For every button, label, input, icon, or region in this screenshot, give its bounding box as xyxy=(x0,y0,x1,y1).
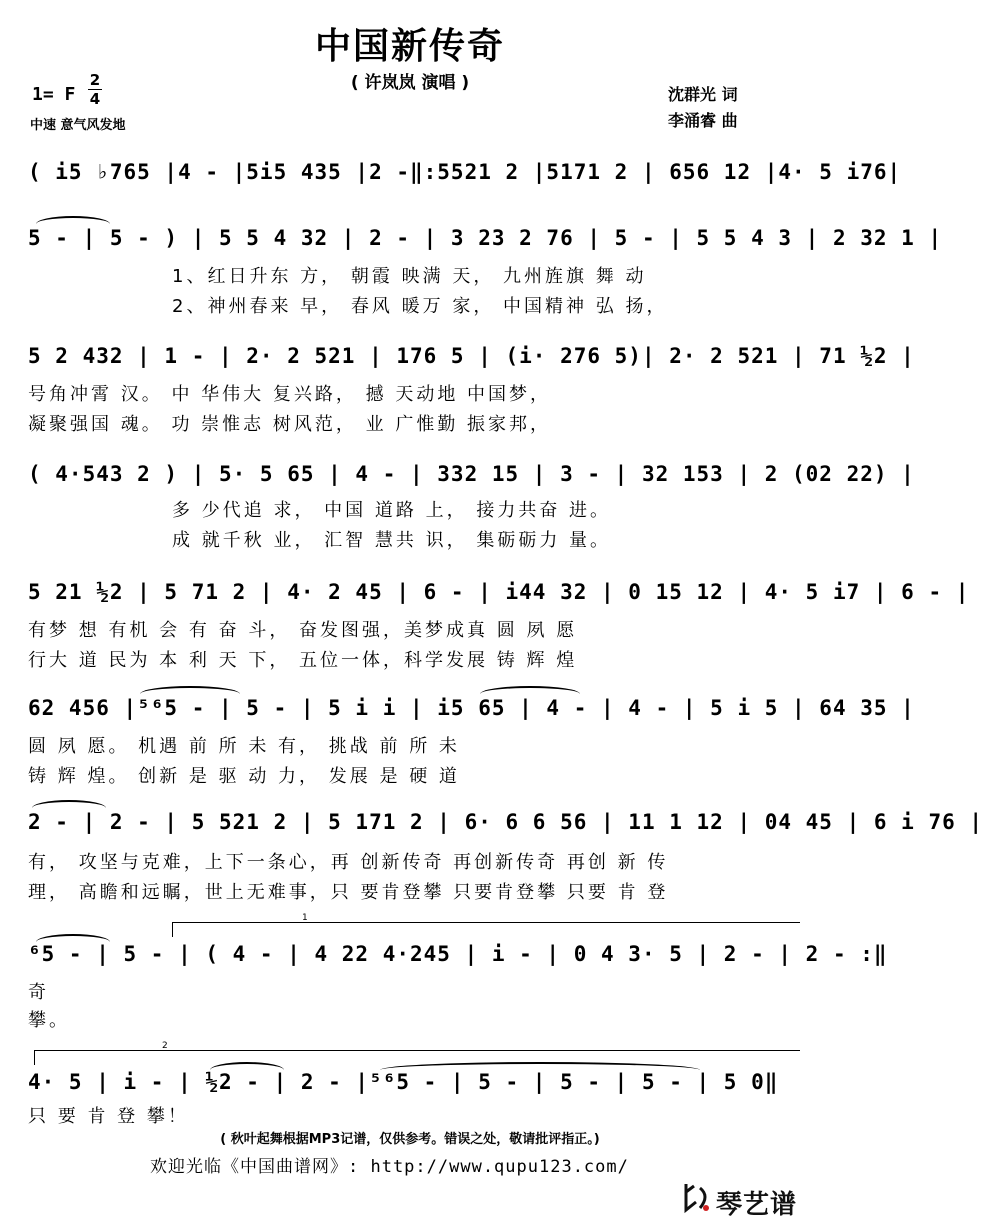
notation-line: ⁶5 - | 5 - | ( 4 - | 4 22 4·245 | i - | 0 4 3· 5 | 2 - | 2 - :‖ xyxy=(28,942,888,966)
second-ending-number: 2 xyxy=(162,1041,168,1051)
key-signature: 1= F xyxy=(32,84,76,105)
lyric-line: 理， 高瞻和远瞩，世上无难事，只 要肯登攀 只要肯登攀 只要 肯 登 xyxy=(28,882,669,903)
notation-line: 62 456 |⁵⁶5 - | 5 - | 5 i i | i5 65 | 4 - | 4 - | 5 i 5 | 64 35 | xyxy=(28,696,915,720)
site-logo xyxy=(680,1180,810,1220)
lyric-line: 凝聚强国 魂。 功 崇惟志 树风范， 业 广惟勤 振家邦， xyxy=(28,414,552,435)
lyric-line: 1、红日升东 方， 朝霞 映满 天， 九州旌旗 舞 动 xyxy=(172,266,647,287)
lyric-line: 成 就千秋 业， 汇智 慧共 识， 集砺砺力 量。 xyxy=(172,530,612,551)
notation-line: 4· 5 | i - | ½2 - | 2 - |⁵⁶5 - | 5 - | 5 - | 5 - | 5 0‖ xyxy=(28,1070,779,1094)
notation-line: 5 21 ½2 | 5 71 2 | 4· 2 45 | 6 - | i44 32 | 0 15 12 | 4· 5 i7 | 6 - | xyxy=(28,580,970,604)
site-footer: 欢迎光临《中国曲谱网》: http://www.qupu123.com/ xyxy=(150,1157,629,1177)
page-title: 中国新传奇 xyxy=(314,26,505,67)
second-ending-bracket xyxy=(34,1041,800,1051)
tempo-marking: 中速 意气风发地 xyxy=(30,118,126,133)
lyric-line: 奇 xyxy=(28,982,49,1003)
time-signature xyxy=(88,72,102,107)
notation-line: ( i5 ♭765 |4 - |5i5 435 |2 -‖:5521 2 |5171 2 | 656 12 |4· 5 i76| xyxy=(28,160,902,184)
lyric-line: 有， 攻坚与克难，上下一条心，再 创新传奇 再创新传奇 再创 新 传 xyxy=(28,852,669,873)
lyric-line: 圆 夙 愿。 机遇 前 所 未 有， 挑战 前 所 未 xyxy=(28,736,460,757)
lyric-line: 攀。 xyxy=(28,1010,70,1031)
lyric-line: 铸 辉 煌。 创新 是 驱 动 力， 发展 是 硬 道 xyxy=(28,766,460,787)
transcription-note: ( 秋叶起舞根据MP3记谱，仅供参考。错误之处，敬请批评指正。) xyxy=(220,1132,600,1147)
composer-credit: 李涌睿 曲 xyxy=(668,111,738,130)
lyricist-credit: 沈群光 词 xyxy=(668,85,738,104)
lyric-line: 多 少代追 求， 中国 道路 上， 接力共奋 进。 xyxy=(172,500,612,521)
logo-text: 琴艺谱 xyxy=(716,1190,798,1220)
performer-subtitle: ( 许岚岚 演唱 ) xyxy=(350,73,470,93)
meter-top: 2 xyxy=(89,71,101,89)
notation-line: 5 2 432 | 1 - | 2· 2 521 | 176 5 | (i· 276 5)| 2· 2 521 | 71 ½2 | xyxy=(28,344,915,368)
lyric-line: 只 要 肯 登 攀！ xyxy=(28,1106,189,1127)
logo-mark-icon xyxy=(680,1180,714,1214)
notation-line: 5 - | 5 - ) | 5 5 4 32 | 2 - | 3 23 2 76 | 5 - | 5 5 4 3 | 2 32 1 | xyxy=(28,226,943,250)
first-ending-number: 1 xyxy=(302,913,308,923)
notation-line: ( 4·543 2 ) | 5· 5 65 | 4 - | 332 15 | 3 - | 32 153 | 2 (02 22) | xyxy=(28,462,915,486)
lyric-line: 行大 道 民为 本 利 天 下， 五位一体，科学发展 铸 辉 煌 xyxy=(28,650,578,671)
meter-bottom: 4 xyxy=(89,90,101,108)
lyric-line: 号角冲霄 汉。 中 华伟大 复兴路， 撼 天动地 中国梦， xyxy=(28,384,552,405)
first-ending-bracket xyxy=(172,913,800,923)
lyric-line: 有梦 想 有机 会 有 奋 斗， 奋发图强，美梦成真 圆 夙 愿 xyxy=(28,620,578,641)
lyric-line: 2、神州春来 早， 春风 暖万 家， 中国精神 弘 扬， xyxy=(172,296,668,317)
notation-line: 2 - | 2 - | 5 521 2 | 5 171 2 | 6· 6 6 56 | 11 1 12 | 04 45 | 6 i 76 | xyxy=(28,810,983,834)
